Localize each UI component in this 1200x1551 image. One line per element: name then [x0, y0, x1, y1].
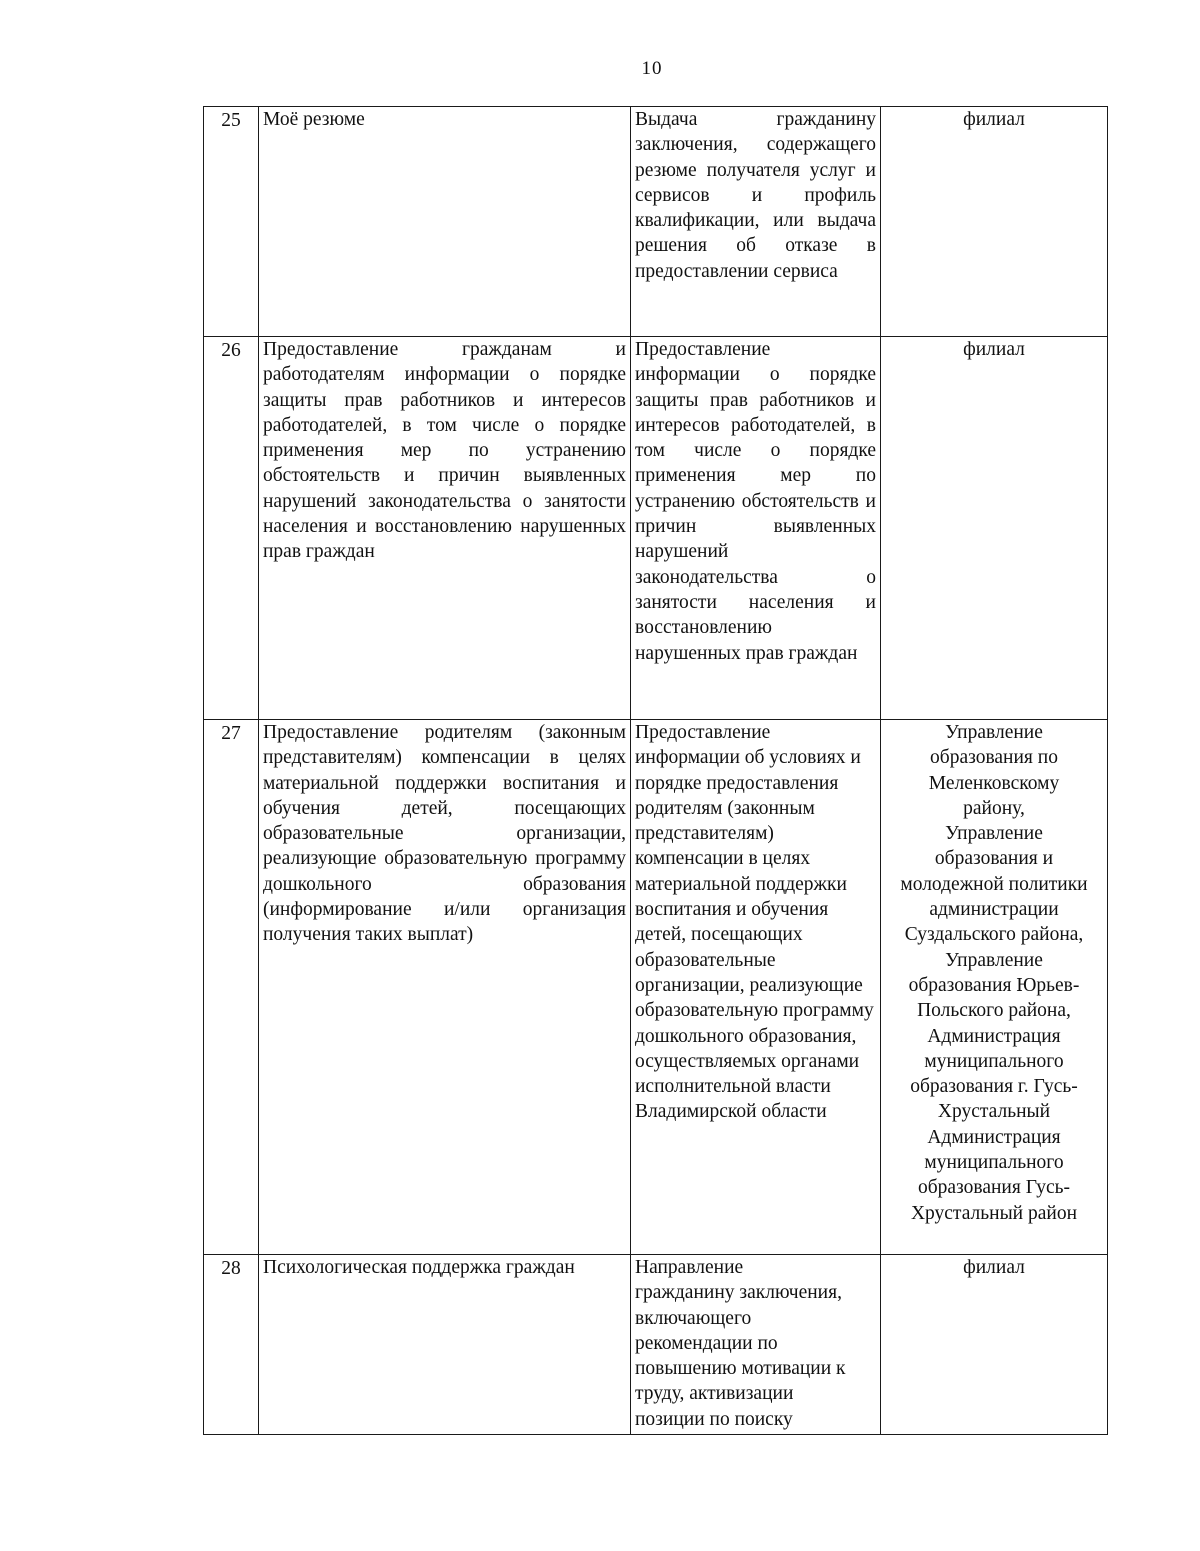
executor-line: муниципального	[924, 1152, 1064, 1174]
executor-line: Администрация	[927, 1126, 1061, 1148]
service-executor: филиал	[881, 107, 1108, 337]
table-row	[204, 720, 1108, 1255]
service-result: Выдача гражданину заключения, содержащего резюме получателя услуг и сервисов и профиль квалификации, или выдача решения об отказе в предоставлении сервиса	[631, 107, 881, 337]
service-result	[631, 1255, 881, 1435]
result-line: гражданину заключения,	[635, 1282, 842, 1304]
table-row	[204, 107, 1108, 337]
executor-line: образования и	[934, 848, 1054, 870]
result-line: труду, активизации	[635, 1383, 794, 1405]
service-executor: филиал	[881, 1255, 1108, 1435]
service-executor: филиал	[881, 337, 1108, 720]
executor-line: образования Гусь-	[917, 1177, 1071, 1199]
result-line: позиции по поиску	[635, 1408, 793, 1430]
service-result: Предоставление информации об условиях и порядке предоставления родителям (законным представителям) компенсации в целях материальной поддержки воспитания и обучения детей, посещающих образовательные организации, реализующие образовательную программу дошкольного образования, осуществляемых органами исполнительной власти Владимирской области	[631, 720, 881, 1255]
service-executor	[881, 720, 1108, 1255]
result-line: повышению мотивации к	[635, 1358, 846, 1380]
row-number: 27	[204, 720, 259, 1255]
executor-line: Польского района,	[917, 1000, 1071, 1022]
executor-line: Хрустальный район	[910, 1202, 1078, 1224]
result-line: Направление	[635, 1257, 744, 1278]
executor-line: администрации	[929, 899, 1059, 921]
table-row	[204, 337, 1108, 720]
executor-line: образования г. Гусь-	[910, 1076, 1078, 1098]
executor-line: Меленковскому	[928, 772, 1060, 794]
services-table	[203, 106, 1108, 1435]
row-number: 26	[204, 337, 259, 720]
row-number: 25	[204, 107, 259, 337]
executor-line: Суздальского района,	[904, 924, 1084, 946]
executor-line: району,	[963, 797, 1025, 819]
executor-line: Управление	[945, 722, 1043, 743]
executor-line: муниципального	[924, 1050, 1064, 1072]
service-name: Моё резюме	[259, 107, 631, 337]
service-name: Психологическая поддержка граждан	[259, 1255, 631, 1435]
executor-line: Управление	[945, 949, 1043, 971]
executor-line: молодежной политики	[900, 873, 1088, 895]
executor-line: образования по	[930, 747, 1058, 769]
result-line: рекомендации по	[635, 1332, 778, 1354]
executor-line: Хрустальный	[937, 1101, 1051, 1123]
executor-line: Управление	[945, 823, 1043, 845]
service-result: Предоставление информации о порядке защиты прав работников и интересов работодателей, в том числе о порядке применения мер по устранению обстоятельств и причин выявленных нарушений законодательства о занятости населения и восстановлению нарушенных прав граждан	[631, 337, 881, 720]
page-number: 10	[641, 58, 663, 79]
result-line: включающего	[635, 1307, 752, 1329]
row-number: 28	[204, 1255, 259, 1435]
service-name: Предоставление родителям (законным представителям) компенсации в целях материальной поддержки воспитания и обучения детей, посещающих образовательные организации, реализующие образовательную программу дошкольного образования (информирование и/или организация получения таких выплат)	[259, 720, 631, 1255]
executor-line: образования Юрьев-	[908, 974, 1080, 996]
table-row	[204, 1255, 1108, 1435]
executor-line: Администрация	[927, 1025, 1061, 1047]
service-name: Предоставление гражданам и работодателям информации о порядке защиты прав работников и интересов работодателей, в том числе о порядке применения мер по устранению обстоятельств и причин выявленных нарушений законодательства о занятости населения и восстановлению нарушенных прав граждан	[259, 337, 631, 720]
